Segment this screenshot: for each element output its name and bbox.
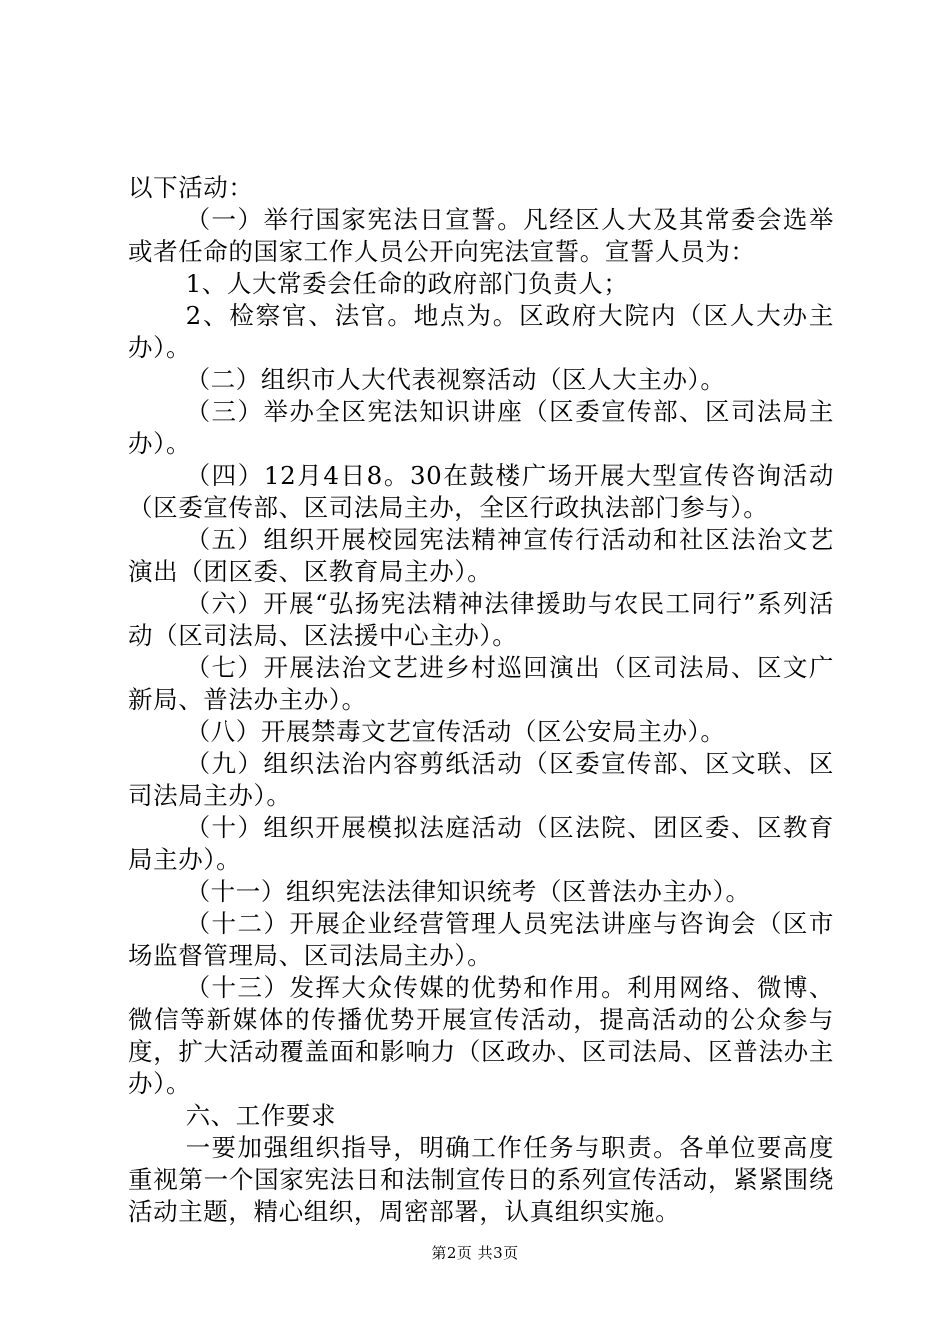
paragraph-item-5: （五）组织开展校园宪法精神宣传行活动和社区法治文艺演出（团区委、区教育局主办）。 [128, 525, 834, 586]
paragraph-item-11: （十一）组织宪法法律知识统考（区普法办主办）。 [185, 877, 751, 906]
paragraph-item-4: （四）12月4日8。30在鼓楼广场开展大型宣传咨询活动（区委宣传部、区司法局主办，全区行政执法部门参与）。 [128, 461, 834, 522]
paragraph-intro: 以下活动： [128, 173, 254, 202]
paragraph-item-8: （八）开展禁毒文艺宣传活动（区公安局主办）。 [185, 717, 726, 746]
paragraph-requirement-1: 一要加强组织指导，明确工作任务与职责。各单位要高度重视第一个国家宪法日和法制宣传日的系列宣传活动，紧紧围绕活动主题，精心组织，周密部署，认真组织实施。 [128, 1133, 834, 1226]
page-footer [0, 1243, 950, 1263]
paragraph-item-13: （十三）发挥大众传媒的优势和作用。利用网络、微博、微信等新媒体的传播优势开展宣传活动，提高活动的公众参与度，扩大活动覆盖面和影响力（区政办、区司法局、区普法办主办）。 [128, 973, 834, 1098]
paragraph-item-1: （一）举行国家宪法日宣誓。凡经区人大及其常委会选举或者任命的国家工作人员公开向宪法宣誓。宣誓人员为： [128, 205, 834, 266]
document-body [128, 172, 834, 1228]
paragraph-item-2: （二）组织市人大代表视察活动（区人大主办）。 [185, 365, 726, 394]
paragraph-item-6: （六）开展“弘扬宪法精神法律援助与农民工同行”系列活动（区司法局、区法援中心主办）。 [128, 589, 834, 650]
page-number-label: 第2页 共3页 [431, 1244, 519, 1262]
paragraph-item-3: （三）举办全区宪法知识讲座（区委宣传部、区司法局主办）。 [128, 397, 834, 458]
paragraph-item-7: （七）开展法治文艺进乡村巡回演出（区司法局、区文广新局、普法办主办）。 [128, 653, 834, 714]
paragraph-item-10: （十）组织开展模拟法庭活动（区法院、团区委、区教育局主办）。 [128, 813, 834, 874]
paragraph-item-12: （十二）开展企业经营管理人员宪法讲座与咨询会（区市场监督管理局、区司法局主办）。 [128, 909, 834, 970]
paragraph-item-9: （九）组织法治内容剪纸活动（区委宣传部、区文联、区司法局主办）。 [128, 749, 834, 810]
section-heading-work-requirements: 六、工作要求 [185, 1101, 337, 1130]
paragraph-subitem-1: 1、人大常委会任命的政府部门负责人； [185, 269, 629, 298]
paragraph-subitem-2: 2、检察官、法官。地点为。区政府大院内（区人大办主办）。 [128, 301, 834, 362]
